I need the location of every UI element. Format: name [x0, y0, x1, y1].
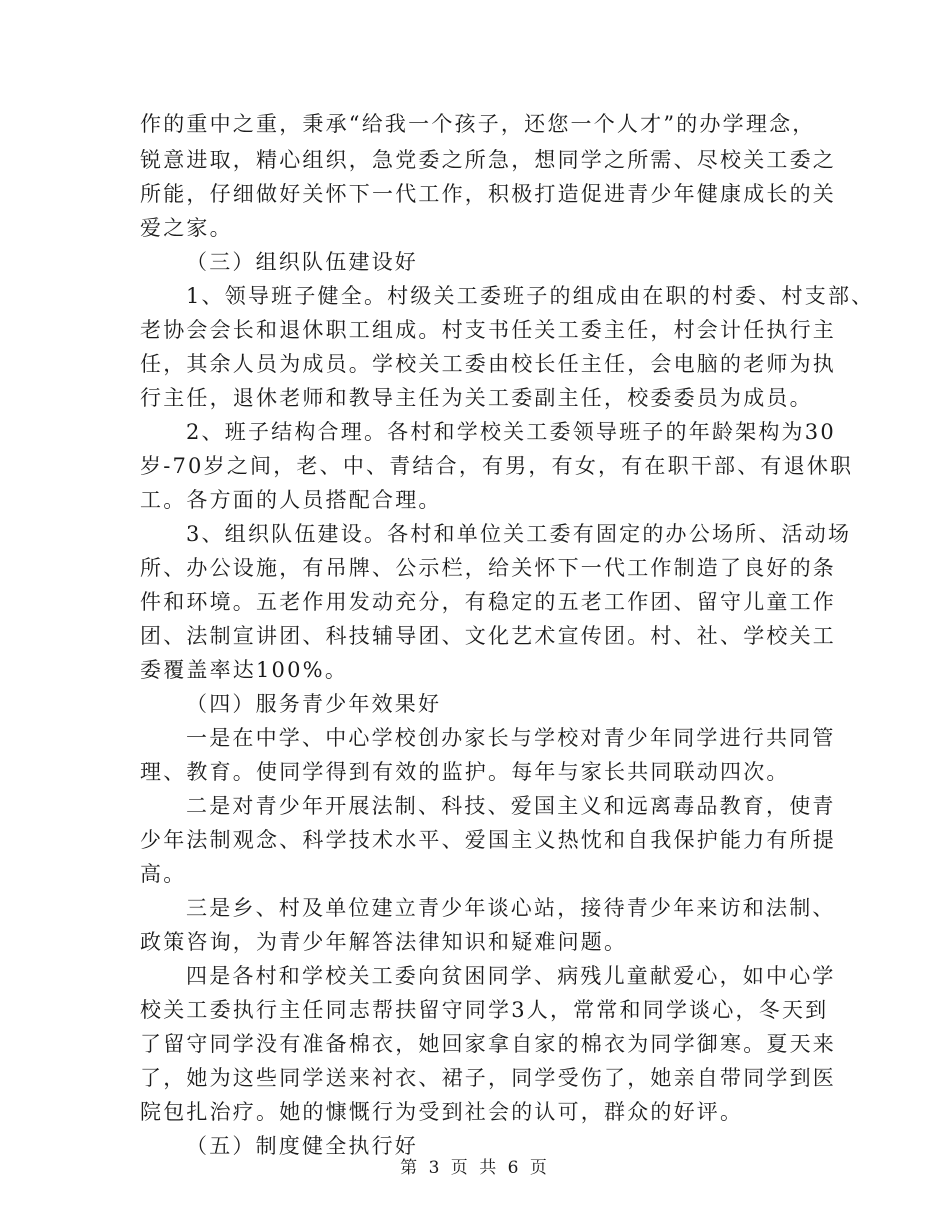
body-text-line: 三是乡、村及单位建立青少年谈心站，接待青少年来访和法制、 [186, 896, 836, 920]
body-text-line: 件和环境。五老作用发动充分，有稳定的五老工作团、留守儿童工作 [140, 590, 836, 614]
body-text-line: 一是在中学、中心学校创办家长与学校对青少年同学进行共同管 [186, 726, 836, 750]
body-text-line: 理、教育。使同学得到有效的监护。每年与家长共同联动四次。 [140, 760, 790, 784]
body-text-line: 了留守同学没有准备棉衣，她回家拿自家的棉衣为同学御寒。夏天来 [140, 1032, 836, 1056]
body-text-line: 了，她为这些同学送来衬衣、裙子，同学受伤了，她亲自带同学到医 [140, 1066, 836, 1090]
body-text-line: 锐意进取，精心组织，急党委之所急，想同学之所需、尽校关工委之 [140, 148, 836, 172]
body-text-line: 少年法制观念、科学技术水平、爱国主义热忱和自我保护能力有所提 [140, 828, 836, 852]
body-text-line: 行主任，退休老师和教导主任为关工委副主任，校委委员为成员。 [140, 386, 813, 410]
body-text-line: 校关工委执行主任同志帮扶留守同学3人，常常和同学谈心，冬天到 [140, 998, 829, 1022]
body-text-line: 工。各方面的人员搭配合理。 [140, 488, 442, 512]
body-text-line: 任，其余人员为成员。学校关工委由校长任主任，会电脑的老师为执 [140, 352, 836, 376]
body-text-line: 1、领导班子健全。村级关工委班子的组成由在职的村委、村支部、 [186, 284, 875, 308]
body-text-line: 岁-70岁之间，老、中、青结合，有男，有女，有在职干部、有退休职 [140, 454, 854, 478]
body-text-line: 团、法制宣讲团、科技辅导团、文化艺术宣传团。村、社、学校关工 [140, 624, 836, 648]
body-text-line: 四是各村和学校关工委向贫困同学、病残儿童献爱心，如中心学 [186, 964, 836, 988]
section-heading: （四）服务青少年效果好 [186, 692, 442, 716]
body-text-line: 二是对青少年开展法制、科技、爱国主义和远离毒品教育，使青 [186, 794, 836, 818]
section-heading: （五）制度健全执行好 [186, 1134, 418, 1158]
body-text-line: 政策咨询，为青少年解答法律知识和疑难问题。 [140, 930, 628, 954]
body-text-line: 3、组织队伍建设。各村和单位关工委有固定的办公场所、活动场 [186, 522, 852, 546]
section-heading: （三）组织队伍建设好 [186, 250, 418, 274]
body-text-line: 爱之家。 [140, 216, 233, 240]
body-text-line: 所、办公设施，有吊牌、公示栏，给关怀下一代工作制造了良好的条 [140, 556, 836, 580]
page-number-footer: 第 3 页 共 6 页 [400, 1158, 550, 1178]
body-text-line: 所能，仔细做好关怀下一代工作，积极打造促进青少年健康成长的关 [140, 182, 836, 206]
body-text-line: 委覆盖率达100%。 [140, 658, 349, 682]
body-text-line: 作的重中之重，秉承“给我一个孩子，还您一个人才”的办学理念， [140, 112, 816, 136]
body-text-line: 高。 [140, 862, 187, 886]
body-text-line: 2、班子结构合理。各村和学校关工委领导班子的年龄架构为30 [186, 420, 836, 444]
body-text-line: 院包扎治疗。她的慷慨行为受到社会的认可，群众的好评。 [140, 1100, 744, 1124]
body-text-line: 老协会会长和退休职工组成。村支书任关工委主任，村会计任执行主 [140, 318, 836, 342]
